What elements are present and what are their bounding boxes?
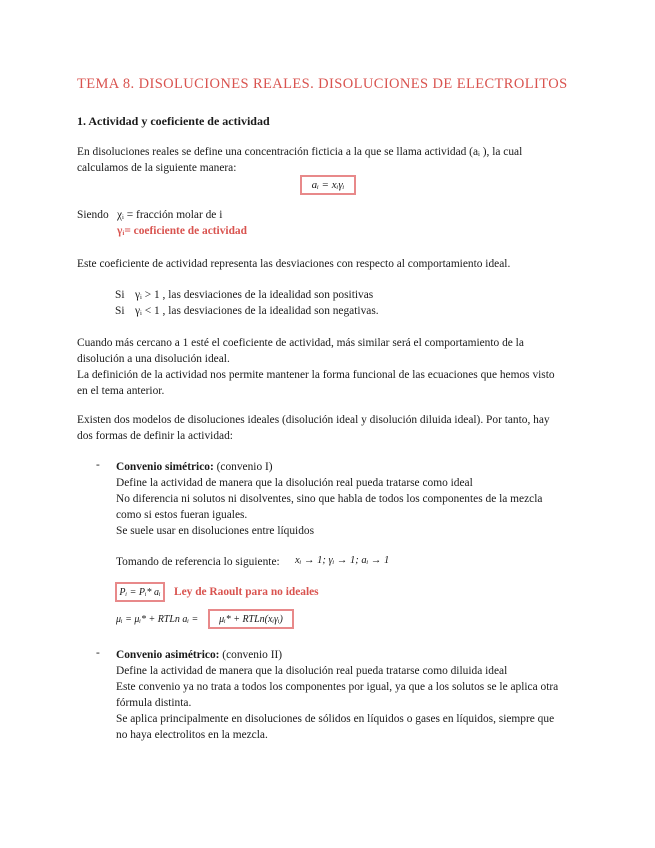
si1-label: Si xyxy=(115,289,125,301)
definition-line-1: La definición de la actividad nos permite mantener la forma funcional de las ecuaciones que hemos visto xyxy=(77,369,555,381)
section-heading: 1. Actividad y coeficiente de actividad xyxy=(77,114,270,128)
body-line: Define la actividad de manera que la disolución real pueda tratarse como diluida ideal xyxy=(116,665,508,677)
closer-line-2: disolución a una disolución ideal. xyxy=(77,353,230,365)
body-line: Define la actividad de manera que la disolución real pueda tratarse como ideal xyxy=(116,477,473,489)
convenio-simetrico-body xyxy=(116,475,616,539)
chi-definition: χᵢ = fracción molar de i xyxy=(117,209,223,221)
convenio-name: Convenio simétrico: xyxy=(116,461,214,473)
bullet-dash: - xyxy=(96,459,100,471)
body-line: como si estos fueran iguales. xyxy=(116,509,248,521)
mu-equation-box: μᵢ* + RTLn(xᵢγᵢ) xyxy=(208,609,294,629)
body-line: Se aplica principalmente en disoluciones de sólidos en líquidos o gases en líquidos, siempre que xyxy=(116,713,555,725)
models-line-1: Existen dos modelos de disoluciones ideales (disolución ideal y disolución diluida ideal). Por tanto, hay xyxy=(77,414,550,426)
activity-equation: aᵢ = xᵢγᵢ xyxy=(300,175,356,195)
negative-deviation-text: γᵢ < 1 , las desviaciones de la idealidad son negativas. xyxy=(135,305,379,317)
body-line: no haya electrolitos en la mezcla. xyxy=(116,729,268,741)
reference-label: Tomando de referencia lo siguiente: xyxy=(116,556,280,568)
convenio-paren: (convenio II) xyxy=(219,649,283,661)
gamma-definition: γᵢ= coeficiente de actividad xyxy=(117,225,247,237)
body-line: No diferencia ni solutos ni disolventes, sino que habla de todos los componentes de la mezcla xyxy=(116,493,543,505)
intro-line-2: calculamos de la siguiente manera: xyxy=(77,162,237,174)
intro-paragraph xyxy=(77,144,577,176)
closer-paragraph xyxy=(77,335,577,399)
convenio-asimetrico-heading xyxy=(116,647,282,663)
models-line-2: dos formas de definir la actividad: xyxy=(77,430,233,442)
convenio-asimetrico-body xyxy=(116,663,616,743)
positive-deviation-text: γᵢ > 1 , las desviaciones de la idealidad son positivas xyxy=(135,289,374,301)
page-title: TEMA 8. DISOLUCIONES REALES. DISOLUCIONES DE ELECTROLITOS xyxy=(77,76,568,92)
body-line: Se suele usar en disoluciones entre líquidos xyxy=(116,525,315,537)
siendo-label: Siendo xyxy=(77,209,109,221)
convenio-paren: (convenio I) xyxy=(213,461,273,473)
mu-equation-left: μᵢ = μᵢ* + RTLn aᵢ = xyxy=(116,614,199,625)
closer-line-1: Cuando más cercano a 1 esté el coeficiente de actividad, más similar será el comportamiento de la xyxy=(77,337,524,349)
si2-label: Si xyxy=(115,305,125,317)
body-line: Este convenio ya no trata a todos los componentes por igual, ya que a los solutos se le aplica otra xyxy=(116,681,559,693)
raoult-label: Ley de Raoult para no ideales xyxy=(174,586,319,598)
reference-equation: xᵢ → 1; γᵢ → 1; aᵢ → 1 xyxy=(295,555,390,566)
intro-line-1: En disoluciones reales se define una concentración ficticia a la que se llama actividad (aᵢ ), la cual xyxy=(77,146,523,158)
models-paragraph xyxy=(77,412,577,444)
raoult-equation: Pᵢ = Pᵢ* aᵢ xyxy=(115,582,165,602)
represents-text: Este coeficiente de actividad representa las desviaciones con respecto al comportamiento ideal. xyxy=(77,258,511,270)
convenio-simetrico-heading xyxy=(116,459,273,475)
body-line: fórmula distinta. xyxy=(116,697,192,709)
bullet-dash: - xyxy=(96,647,100,659)
convenio-name: Convenio asimétrico: xyxy=(116,649,220,661)
definition-line-2: en el tema anterior. xyxy=(77,385,165,397)
